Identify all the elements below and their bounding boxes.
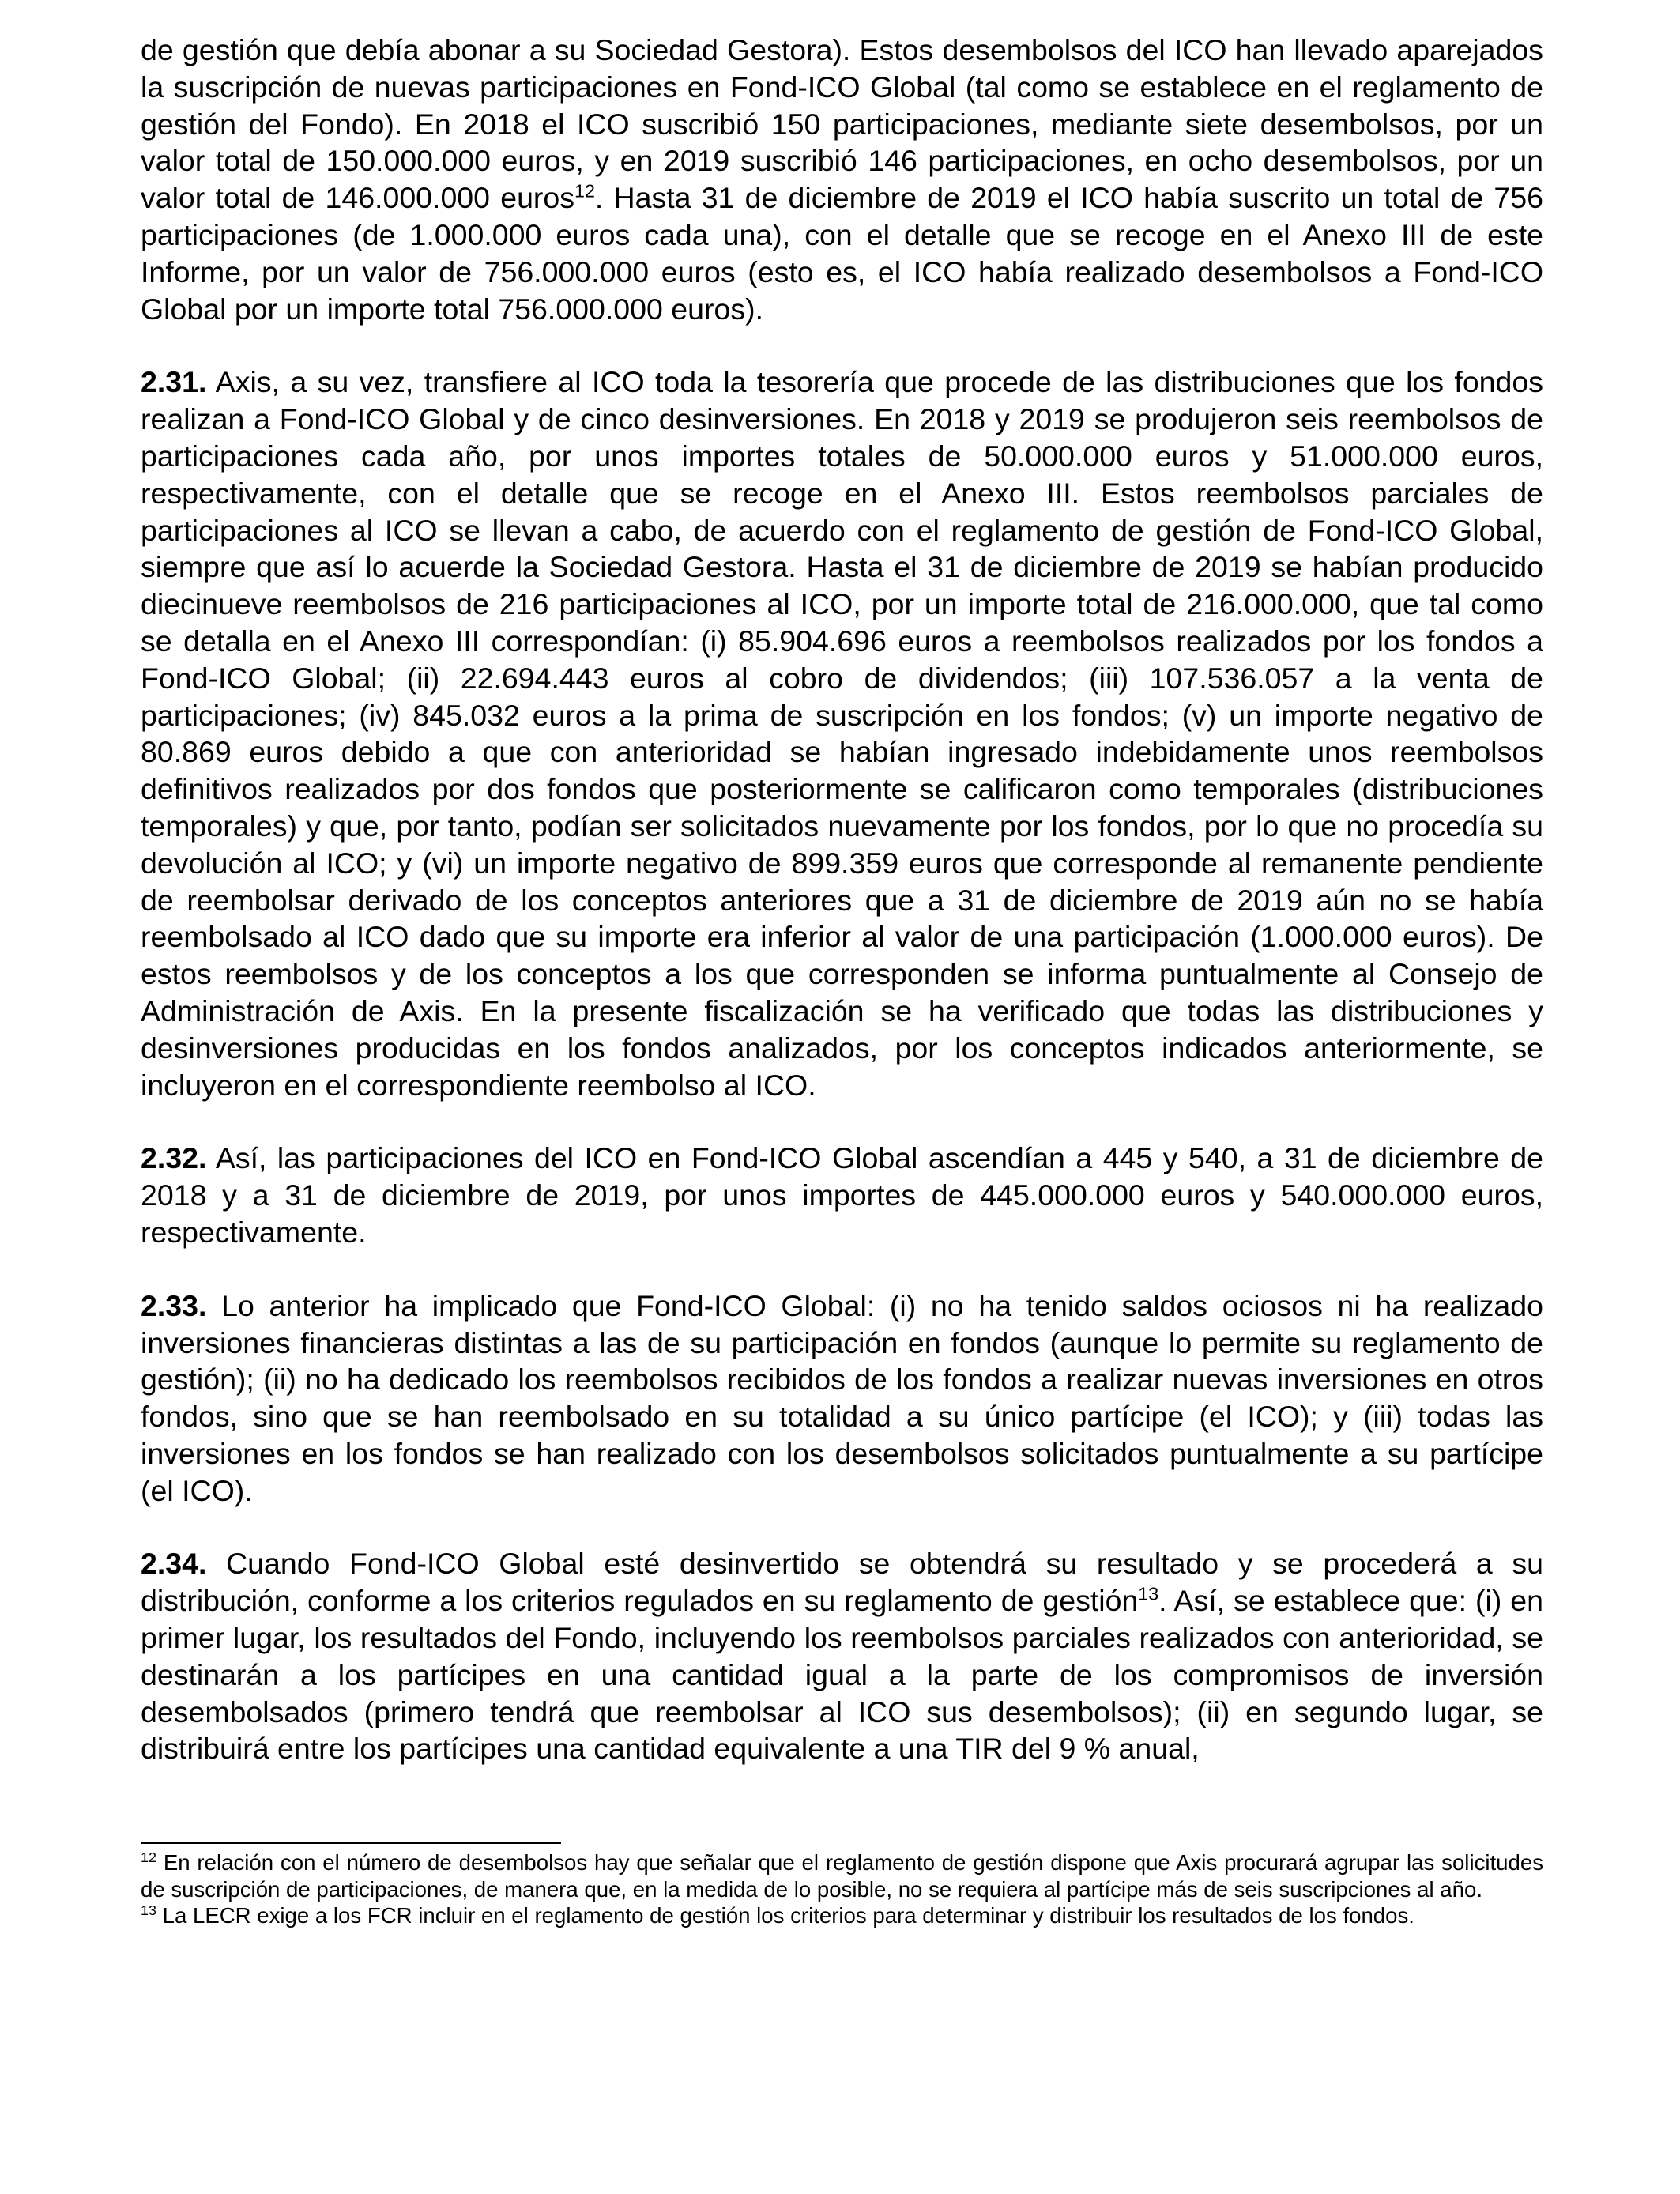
paragraph-number: 2.34. xyxy=(141,1547,207,1581)
footnote-marker: 12 xyxy=(141,1849,156,1865)
paragraph-2-31 xyxy=(141,364,1543,1103)
paragraph-2-33 xyxy=(141,1287,1543,1510)
paragraph-2-34 xyxy=(141,1545,1543,1767)
footnote-text: La LECR exige a los FCR incluir en el reglamento de gestión los criterios para determinar y distribuir los resultados de los fondos. xyxy=(156,1903,1414,1928)
document-body xyxy=(141,32,1543,1804)
footnote-reference-12[interactable]: 12 xyxy=(574,180,595,202)
footnote-13 xyxy=(141,1902,1543,1929)
paragraph-text: . Así, se establece que: (i) en primer lugar, los resultados del Fondo, incluyendo los reembolsos parciales realizados con anterioridad, se destinarán a los partícipes en una cantidad igual a la parte de los compromisos de inversión desembolsados (primero tendrá que reembolsar al ICO sus desembolsos); (ii) en segundo lugar, se distribuirá entre los partícipes una cantidad equivalente a una TIR del 9 % anual, xyxy=(141,1584,1543,1766)
paragraph-text: de gestión que debía abonar a su Sociedad Gestora). Estos desembolsos del ICO han llevado aparejados la suscripción de nuevas participaciones en Fond-ICO Global (tal como se establece en el reglamento de gestión del Fondo). En 2018 el ICO suscribió 150 participaciones, mediante siete desembolsos, por un valor total de 150.000.000 euros, y en 2019 suscribió 146 participaciones, en ocho desembolsos, por un valor total de 146.000.000 euros xyxy=(141,33,1543,215)
footnote-marker: 13 xyxy=(141,1902,156,1918)
footnote-text: En relación con el número de desembolsos hay que señalar que el reglamento de gestión dispone que Axis procurará agrupar las solicitudes de suscripción de participaciones, de manera que, en la medida de lo posible, no se requiera al partícipe más de seis suscripciones al año. xyxy=(141,1850,1543,1902)
footnotes xyxy=(141,1849,1543,1929)
paragraph-text: Así, las participaciones del ICO en Fond-ICO Global ascendían a 445 y 540, a 31 de diciembre de 2018 y a 31 de diciembre de 2019, por unos importes de 445.000.000 euros y 540.000.000 euros, respectivamente. xyxy=(141,1141,1543,1249)
paragraph-2-30-continuation xyxy=(141,32,1543,327)
paragraph-text: Axis, a su vez, transfiere al ICO toda la tesorería que procede de las distribuciones que los fondos realizan a Fond-ICO Global y de cinco desinversiones. En 2018 y 2019 se produjeron seis reembolsos de participaciones cada año, por unos importes totales de 50.000.000 euros y 51.000.000 euros, respectivamente, con el detalle que se recoge en el Anexo III. Estos reembolsos parciales de participaciones al ICO se llevan a cabo, de acuerdo con el reglamento de gestión de Fond-ICO Global, siempre que así lo acuerde la Sociedad Gestora. Hasta el 31 de diciembre de 2019 se habían producido diecinueve reembolsos de 216 participaciones al ICO, por un importe total de 216.000.000, que tal como se detalla en el Anexo III correspondían: (i) 85.904.696 euros a reembolsos realizados por los fondos a Fond-ICO Global; (ii) 22.694.443 euros al cobro de dividendos; (iii) 107.536.057 a la venta de participaciones; (iv) 845.032 euros a la prima de suscripción en los fondos; (v) un importe negativo de 80.869 euros debido a que con anterioridad se habían ingresado indebidamente unos reembolsos definitivos realizados por dos fondos que posteriormente se calificaron como temporales (distribuciones temporales) y que, por tanto, podían ser solicitados nuevamente por los fondos, por lo que no procedía su devolución al ICO; y (vi) un importe negativo de 899.359 euros que corresponde al remanente pendiente de reembolsar derivado de los conceptos anteriores que a 31 de diciembre de 2019 aún no se había reembolsado al ICO dado que su importe era inferior al valor de una participación (1.000.000 euros). De estos reembolsos y de los conceptos a los que corresponden se informa puntualmente al Consejo de Administración de Axis. En la presente fiscalización se ha verificado que todas las distribuciones y desinversiones producidas en los fondos analizados, por los conceptos indicados anteriormente, se incluyeron en el correspondiente reembolso al ICO. xyxy=(141,365,1543,1102)
paragraph-text: Lo anterior ha implicado que Fond-ICO Global: (i) no ha tenido saldos ociosos ni ha realizado inversiones financieras distintas a las de su participación en fondos (aunque lo permite su reglamento de gestión); (ii) no ha dedicado los reembolsos recibidos de los fondos a realizar nuevas inversiones en otros fondos, sino que se han reembolsado en su totalidad a su único partícipe (el ICO); y (iii) todas las inversiones en los fondos se han realizado con los desembolsos solicitados puntualmente a su partícipe (el ICO). xyxy=(141,1288,1543,1507)
paragraph-text: Cuando Fond-ICO Global esté desinvertido se obtendrá su resultado y se procederá a su distribución, conforme a los criterios regulados en su reglamento de gestión xyxy=(141,1547,1543,1618)
footnote-separator xyxy=(141,1842,561,1844)
paragraph-2-32 xyxy=(141,1140,1543,1250)
paragraph-number: 2.32. xyxy=(141,1141,207,1175)
paragraph-number: 2.31. xyxy=(141,365,207,399)
footnote-reference-13[interactable]: 13 xyxy=(1138,1583,1159,1604)
paragraph-text: . Hasta 31 de diciembre de 2019 el ICO había suscrito un total de 756 participaciones (de 1.000.000 euros cada una), con el detalle que se recoge en el Anexo III de este Informe, por un valor de 756.000.000 euros (esto es, el ICO había realizado desembolsos a Fond-ICO Global por un importe total 756.000.000 euros). xyxy=(141,181,1543,326)
footnote-12 xyxy=(141,1849,1543,1902)
paragraph-number: 2.33. xyxy=(141,1288,207,1322)
